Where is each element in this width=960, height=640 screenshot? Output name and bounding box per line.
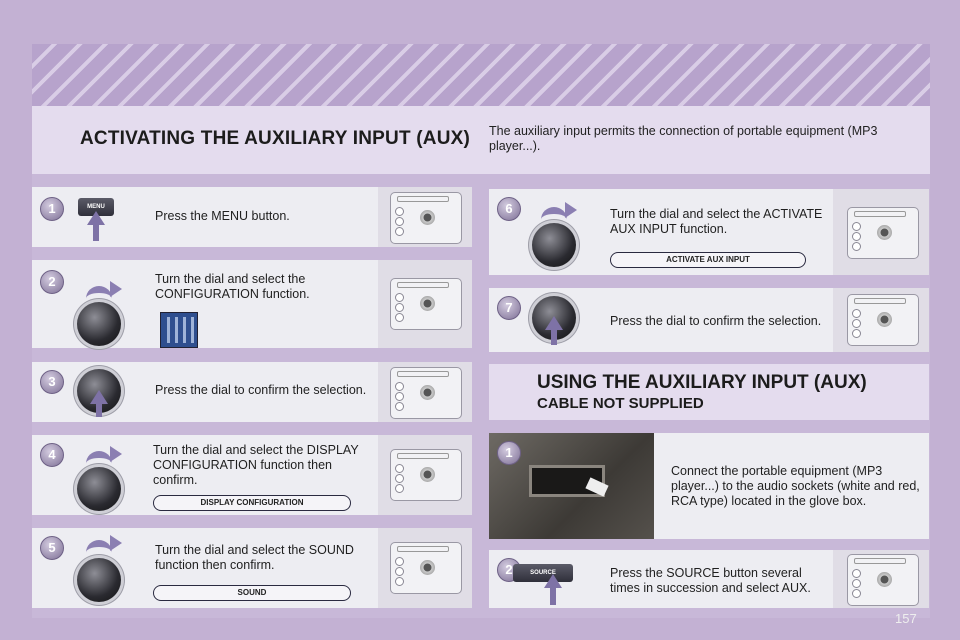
decorative-stripes	[32, 44, 930, 106]
arrow-up-icon	[90, 390, 108, 404]
step-text: Press the dial to confirm the selection.	[610, 314, 822, 328]
radio-unit-icon	[390, 449, 462, 501]
step-text: Press the SOURCE button several times in succession and select AUX.	[610, 566, 811, 595]
arrow-shaft	[96, 403, 102, 417]
section-title: USING THE AUXILIARY INPUT (AUX)	[537, 372, 867, 393]
radio-unit-icon	[390, 278, 462, 330]
source-button-image: SOURCE	[513, 564, 573, 582]
configuration-icon	[160, 312, 198, 348]
radio-thumbnail	[378, 362, 472, 422]
section-subtitle: CABLE NOT SUPPLIED	[537, 395, 704, 412]
radio-thumbnail	[378, 435, 472, 515]
radio-thumbnail	[378, 187, 472, 247]
step-number: 3	[40, 370, 64, 394]
step-2	[32, 260, 472, 348]
radio-thumbnail	[833, 288, 929, 352]
step-number: 5	[40, 536, 64, 560]
step-7	[489, 288, 929, 352]
step-6	[489, 189, 929, 275]
dial-icon	[532, 223, 576, 267]
arrow-up-icon	[544, 574, 562, 588]
step-text: Turn the dial and select the DISPLAY CONFIGURATION function then confirm.	[153, 443, 359, 487]
radio-thumbnail	[378, 528, 472, 608]
page-title: ACTIVATING THE AUXILIARY INPUT (AUX)	[80, 128, 471, 149]
dial-icon	[77, 302, 121, 346]
step-number: 2	[40, 270, 64, 294]
radio-thumbnail	[378, 260, 472, 348]
step-number: 1	[497, 441, 521, 465]
intro-text: The auxiliary input permits the connection of portable equipment (MP3 player...).	[489, 124, 878, 153]
step-number: 2	[497, 558, 521, 582]
dial-icon	[77, 558, 121, 602]
step-text: Press the MENU button.	[155, 209, 290, 223]
arrow-shaft	[551, 329, 557, 345]
using-step-2	[489, 550, 929, 608]
step-text: Turn the dial and select the CONFIGURATION function.	[155, 272, 310, 301]
radio-unit-icon	[847, 207, 919, 259]
arrow-shaft	[93, 224, 99, 241]
step-number: 1	[40, 197, 64, 221]
radio-thumbnail	[833, 189, 929, 275]
step-4	[32, 435, 472, 515]
radio-unit-icon	[847, 554, 919, 606]
step-number: 6	[497, 197, 521, 221]
page-number: 157	[895, 611, 917, 626]
arrow-up-icon	[545, 316, 563, 330]
step-3	[32, 362, 472, 422]
step-1	[32, 187, 472, 247]
radio-thumbnail	[833, 550, 929, 608]
arrow-up-icon	[87, 211, 105, 225]
dial-icon	[77, 467, 121, 511]
step-text: Connect the portable equipment (MP3 player...) to the audio sockets (white and red, RCA type) located in the glove box.	[671, 464, 920, 508]
step-number: 7	[497, 296, 521, 320]
radio-unit-icon	[390, 367, 462, 419]
step-text: Press the dial to confirm the selection.	[155, 383, 367, 397]
activate-aux-input-label: ACTIVATE AUX INPUT	[610, 252, 806, 268]
step-number: 4	[40, 443, 64, 467]
radio-unit-icon	[847, 294, 919, 346]
display-configuration-label: DISPLAY CONFIGURATION	[153, 495, 351, 511]
sound-label: SOUND	[153, 585, 351, 601]
radio-unit-icon	[390, 192, 462, 244]
menu-button-image: MENU	[78, 198, 114, 216]
arrow-shaft	[550, 587, 556, 605]
step-text: Turn the dial and select the ACTIVATE AUX INPUT function.	[610, 207, 823, 236]
step-text: Turn the dial and select the SOUND function then confirm.	[155, 543, 354, 572]
step-5	[32, 528, 472, 608]
radio-unit-icon	[390, 542, 462, 594]
